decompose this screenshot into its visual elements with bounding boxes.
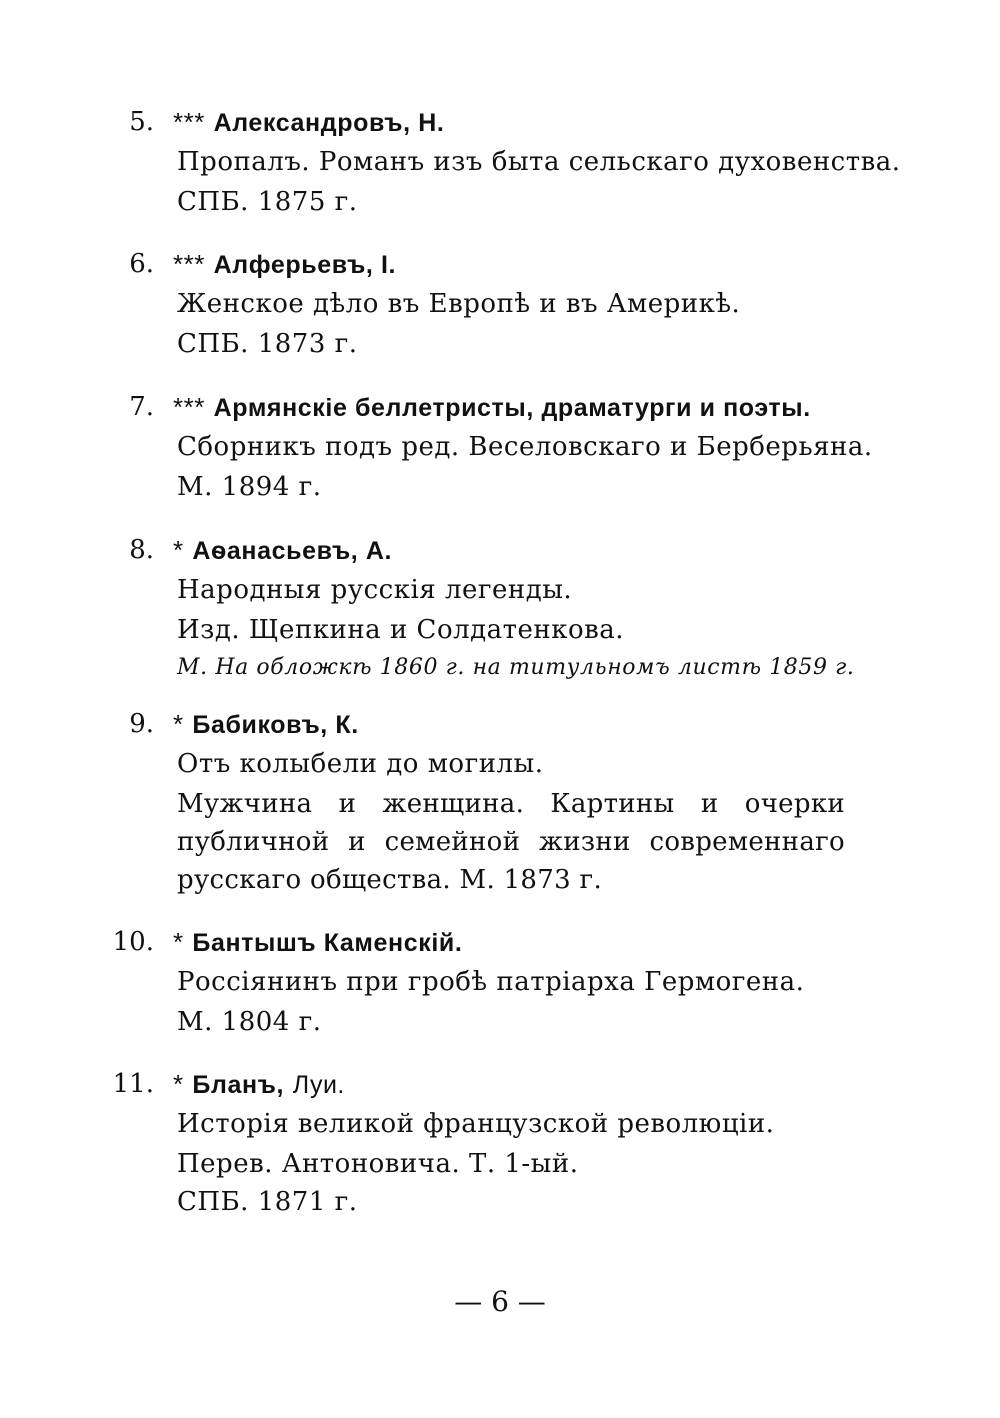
entry-author: Алферьевъ, І.: [213, 251, 397, 279]
entry-line: М. 1894 г.: [177, 472, 322, 502]
entry-number: 5.: [129, 107, 154, 137]
entry-line: Пропалъ. Романъ изъ быта сельскаго духовенства.: [177, 147, 901, 177]
entry-line: Отъ колыбели до могилы.: [177, 749, 544, 779]
entry-number: 10.: [112, 927, 154, 957]
entry-line: М. 1804 г.: [177, 1007, 322, 1037]
entry-line: Перев. Антоновича. Т. 1-ый.: [177, 1149, 579, 1179]
entry-number: 11.: [112, 1069, 154, 1099]
entry-stars: ***: [173, 392, 205, 422]
entry-note: М. На обложкѣ 1860 г. на титульномъ листѣ 1859 г.: [177, 655, 855, 680]
entry-stars: *: [173, 709, 184, 739]
entry-heading: [173, 924, 462, 961]
entry-number: 6.: [129, 249, 154, 279]
entry-paragraph: Мужчина и женщина. Картины и очерки публичной и семейной жизни современнаго русскаго общества. М. 1873 г.: [177, 789, 845, 895]
entry-stars: ***: [173, 249, 205, 279]
entry-line: Россіянинъ при гробѣ патріарха Гермогена.: [177, 967, 805, 997]
entry-heading: [173, 104, 444, 141]
entry-author: Александровъ, Н.: [213, 109, 445, 137]
entry-line: Народныя русскія легенды.: [177, 575, 573, 605]
entry-number: 8.: [129, 535, 154, 565]
entry-number: 7.: [129, 392, 154, 422]
entry-author: Армянскіе беллетристы, драматурги и поэты.: [213, 394, 811, 422]
page-number: — 6 —: [454, 1285, 546, 1318]
entry-line: Исторія великой французской революціи.: [177, 1109, 775, 1139]
entry-stars: ***: [173, 107, 205, 137]
entry-line: Изд. Щепкина и Солдатенкова.: [177, 615, 625, 645]
entry-heading: [173, 389, 811, 426]
entry-line: СПБ. 1875 г.: [177, 187, 358, 217]
entry-line: Сборникъ подъ ред. Веселовскаго и Берберьяна.: [177, 432, 873, 462]
entry-line: Женское дѣло въ Европѣ и въ Америкѣ.: [177, 289, 741, 319]
entry-stars: *: [173, 535, 184, 565]
entry-line: СПБ. 1873 г.: [177, 329, 358, 359]
entry-number: 9.: [129, 709, 154, 739]
entry-author: Бланъ,: [192, 1071, 285, 1099]
entry-stars: *: [173, 1069, 184, 1099]
entry-heading: [173, 246, 396, 283]
entry-line: СПБ. 1871 г.: [177, 1187, 358, 1217]
entry-heading: [173, 1066, 345, 1103]
entry-author-given-name: Луи.: [292, 1071, 345, 1099]
entry-heading: [173, 532, 392, 569]
entry-heading: [173, 706, 359, 743]
entry-author: Бантышъ Каменскій.: [192, 929, 463, 957]
entry-stars: *: [173, 927, 184, 957]
entry-author: Аѳанасьевъ, А.: [192, 537, 393, 565]
entry-author: Бабиковъ, К.: [192, 711, 359, 739]
